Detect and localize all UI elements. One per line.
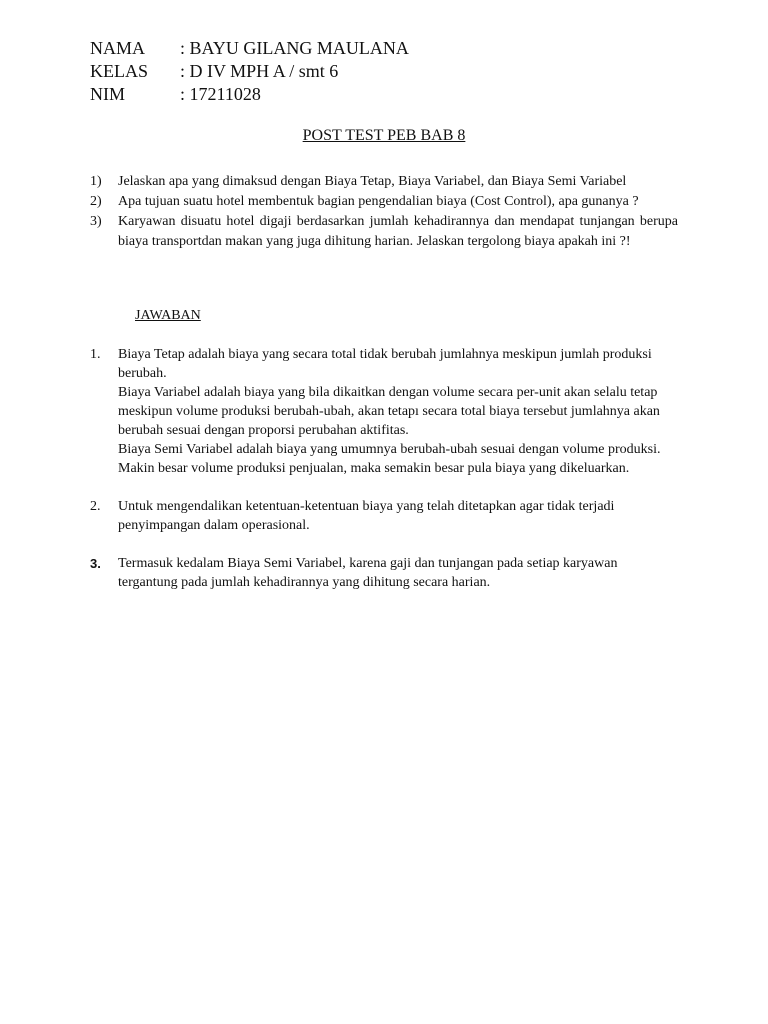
question-list bbox=[90, 172, 678, 252]
identity-value: : 17211028 bbox=[180, 84, 261, 104]
identity-value: : BAYU GILANG MAULANA bbox=[180, 38, 409, 58]
answer-paragraph: Biaya Semi Variabel adalah biaya yang umumnya berubah-ubah sesuai dengan volume produksi. Makin besar volume produksi penjualan, maka semakin besar pula biaya yang dikeluarkan. bbox=[118, 442, 661, 476]
answer-number: 3. bbox=[90, 556, 101, 571]
identity-label: KELAS bbox=[90, 61, 148, 81]
answer-list bbox=[90, 345, 670, 592]
question-item bbox=[90, 192, 678, 212]
answer-number: 1. bbox=[90, 347, 101, 362]
question-text: Apa tujuan suatu hotel membentuk bagian pengendalian biaya (Cost Control), apa gunanya ? bbox=[118, 194, 639, 209]
question-item bbox=[90, 172, 678, 192]
question-text: Karyawan disuatu hotel digaji berdasarkan jumlah kehadirannya dan mendapat tunjangan berupa biaya transportdan makan yang juga dihitung harian. Jelaskan tergolong biaya apakah ini ?! bbox=[118, 214, 678, 249]
identity-label: NAMA bbox=[90, 38, 146, 58]
identity-row-nim bbox=[90, 83, 590, 105]
question-text: Jelaskan apa yang dimaksud dengan Biaya Tetap, Biaya Variabel, dan Biaya Semi Variabel bbox=[118, 174, 627, 189]
identity-value: : D IV MPH A / smt 6 bbox=[180, 61, 339, 81]
question-item bbox=[90, 212, 678, 252]
answer-item bbox=[90, 497, 670, 535]
question-number: 2) bbox=[90, 194, 102, 209]
answer-item bbox=[90, 554, 670, 592]
answer-paragraph: Biaya Tetap adalah biaya yang secara total tidak berubah jumlahnya meskipun jumlah produksi berubah. bbox=[118, 347, 652, 381]
answer-paragraph: Untuk mengendalikan ketentuan-ketentuan biaya yang telah ditetapkan agar tidak terjadi penyimpangan dalam operasional. bbox=[118, 499, 615, 533]
answer-item bbox=[90, 345, 670, 478]
question-number: 3) bbox=[90, 214, 102, 229]
answer-paragraph: Biaya Variabel adalah biaya yang bila dikaitkan dengan volume secara per-unit akan selalu tetap meskipun volume produksi berubah-ubah, akan tetapı secara total biaya tersebut jumlahnya akan berubah sesuai dengan proporsi perubahan aktifitas. bbox=[118, 385, 660, 438]
answer-heading: JAWABAN bbox=[135, 308, 201, 323]
document-title: POST TEST PEB BAB 8 bbox=[302, 127, 466, 144]
answer-paragraph: Termasuk kedalam Biaya Semi Variabel, karena gaji dan tunjangan pada setiap karyawan tergantung pada jumlah kehadirannya yang dihitung secara harian. bbox=[118, 556, 618, 590]
identity-row-class bbox=[90, 60, 590, 82]
identity-label: NIM bbox=[90, 84, 125, 104]
question-number: 1) bbox=[90, 174, 102, 189]
answer-number: 2. bbox=[90, 499, 101, 514]
identity-row-name bbox=[90, 37, 590, 59]
